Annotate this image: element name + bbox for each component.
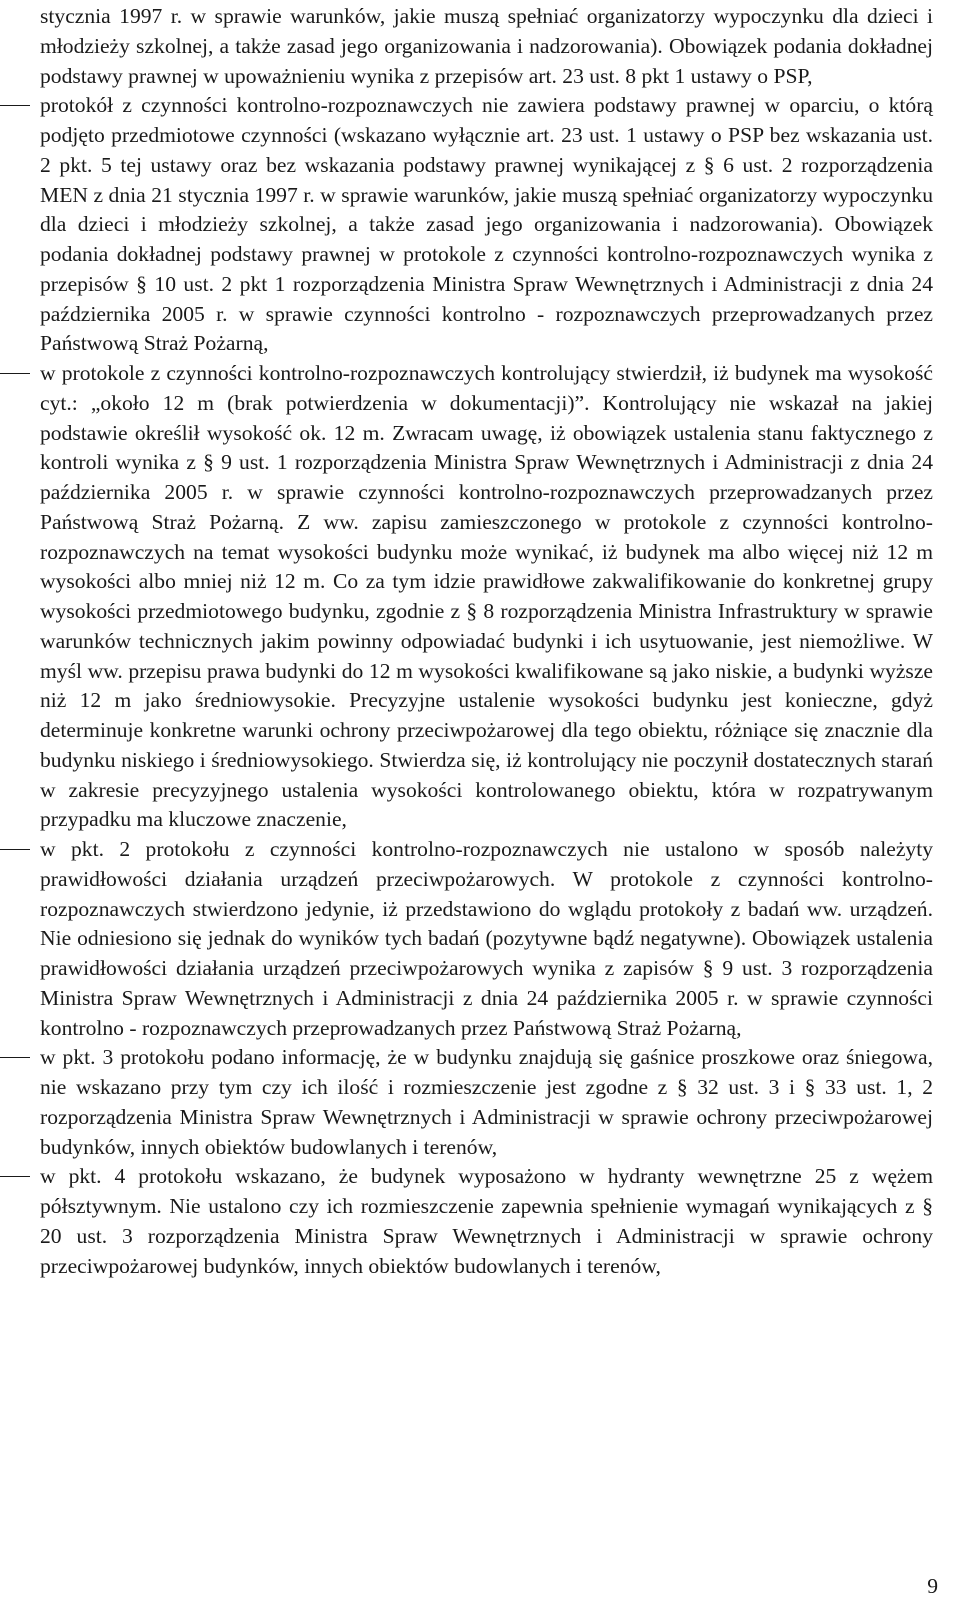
dash-bullet-icon — [0, 1176, 30, 1177]
list-item — [40, 91, 933, 359]
list-item-text: w pkt. 2 protokołu z czynności kontrolno-rozpoznawczych nie ustalono w sposób należyty prawidłowości działania urządzeń przeciwpożarowych. W protokole z czynności kontrolno-rozpoznawczych stwierdzono jedynie, iż przedstawiono do wglądu protokoły z badań ww. urządzeń. Nie odniesiono się jednak do wyników tych badań (pozytywne bądź negatywne). Obowiązek ustalenia prawidłowości działania urządzeń przeciwpożarowych wynika z zapisów § 9 ust. 3 rozporządzenia Ministra Spraw Wewnętrznych i Administracji z dnia 24 października 2005 r. w sprawie czynności kontrolno - rozpoznawczych przeprowadzanych przez Państwową Straż Pożarną, — [40, 837, 933, 1040]
list-item-text: w pkt. 4 protokołu wskazano, że budynek wyposażono w hydranty wewnętrzne 25 z wężem półsztywnym. Nie ustalono czy ich rozmieszczenie zapewnia spełnienie wymagań wynikających z § 20 ust. 3 rozporządzenia Ministra Spraw Wewnętrznych i Administracji w sprawie ochrony przeciwpożarowej budynków, innych obiektów budowlanych i terenów, — [40, 1164, 933, 1278]
dash-bullet-icon — [0, 849, 30, 850]
dash-bullet-icon — [0, 105, 30, 106]
list-item-text: w protokole z czynności kontrolno-rozpoznawczych kontrolujący stwierdził, iż budynek ma wysokość cyt.: „około 12 m (brak potwierdzenia w dokumentacji)”. Kontrolujący nie wskazał na jakiej podstawie określił wysokość ok. 12 m. Zwracam uwagę, iż obowiązek ustalenia stanu faktycznego z kontroli wynika z § 9 ust. 1 rozporządzenia Ministra Spraw Wewnętrznych i Administracji z dnia 24 października 2005 r. w sprawie czynności kontrolno-rozpoznawczych przeprowadzanych przez Państwową Straż Pożarną. Z ww. zapisu zamieszczonego w protokole z czynności kontrolno-rozpoznawczych na temat wysokości budynku może wynikać, iż budynek ma albo więcej niż 12 m wysokości albo mniej niż 12 m. Co za tym idzie prawidłowe zakwalifikowanie do konkretnej grupy wysokości przedmiotowego budynku, zgodnie z § 8 rozporządzenia Ministra Infrastruktury w sprawie warunków technicznych jakim powinny odpowiadać budynki i ich usytuowanie, jest niemożliwe. W myśl ww. przepisu prawa budynki do 12 m wysokości kwalifikowane są jako niskie, a budynki wyższe niż 12 m jako średniowysokie. Precyzyjne ustalenie wysokości budynku jest konieczne, gdyż determinuje konkretne warunki ochrony przeciwpożarowej dla tego obiektu, różniące się znacznie dla budynku niskiego i średniowysokiego. Stwierdza się, iż kontrolujący nie poczynił dostatecznych starań w zakresie precyzyjnego ustalenia wysokości kontrolowanego obiektu, która w rozpatrywanym przypadku ma kluczowe znaczenie, — [40, 361, 933, 832]
list-item — [40, 1043, 933, 1162]
intro-paragraph: stycznia 1997 r. w sprawie warunków, jakie muszą spełniać organizatorzy wypoczynku dla dzieci i młodzieży szkolnej, a także zasad jego organizowania i nadzorowania). Obowiązek podania dokładnej podstawy prawnej w upoważnieniu wynika z przepisów art. 23 ust. 8 pkt 1 ustawy o PSP, — [40, 4, 933, 88]
list-item — [40, 1162, 933, 1281]
page-number: 9 — [927, 1574, 938, 1598]
dash-bullet-icon — [0, 373, 30, 374]
list-item — [40, 835, 933, 1043]
list-item-text: w pkt. 3 protokołu podano informację, że w budynku znajdują się gaśnice proszkowe oraz śniegowa, nie wskazano przy tym czy ich ilość i rozmieszczenie jest zgodne z § 32 ust. 3 i § 33 ust. 1, 2 rozporządzenia Ministra Spraw Wewnętrznych i Administracji w sprawie ochrony przeciwpożarowej budynków, innych obiektów budowlanych i terenów, — [40, 1045, 933, 1159]
document-body — [40, 2, 933, 1281]
dash-bullet-icon — [0, 1057, 30, 1058]
list-item — [40, 359, 933, 835]
list-item-text: protokół z czynności kontrolno-rozpoznawczych nie zawiera podstawy prawnej w oparciu, o którą podjęto przedmiotowe czynności (wskazano wyłącznie art. 23 ust. 1 ustawy o PSP bez wskazania ust. 2 pkt. 5 tej ustawy oraz bez wskazania podstawy prawnej wynikającej z § 6 ust. 2 rozporządzenia MEN z dnia 21 stycznia 1997 r. w sprawie warunków, jakie muszą spełniać organizatorzy wypoczynku dla dzieci i młodzieży szkolnej, a także zasad jego organizowania i nadzorowania). Obowiązek podania dokładnej podstawy prawnej w protokole z czynności kontrolno-rozpoznawczych wynika z przepisów § 10 ust. 2 pkt 1 rozporządzenia Ministra Spraw Wewnętrznych i Administracji z dnia 24 października 2005 r. w sprawie czynności kontrolno - rozpoznawczych przeprowadzanych przez Państwową Straż Pożarną, — [40, 93, 933, 356]
